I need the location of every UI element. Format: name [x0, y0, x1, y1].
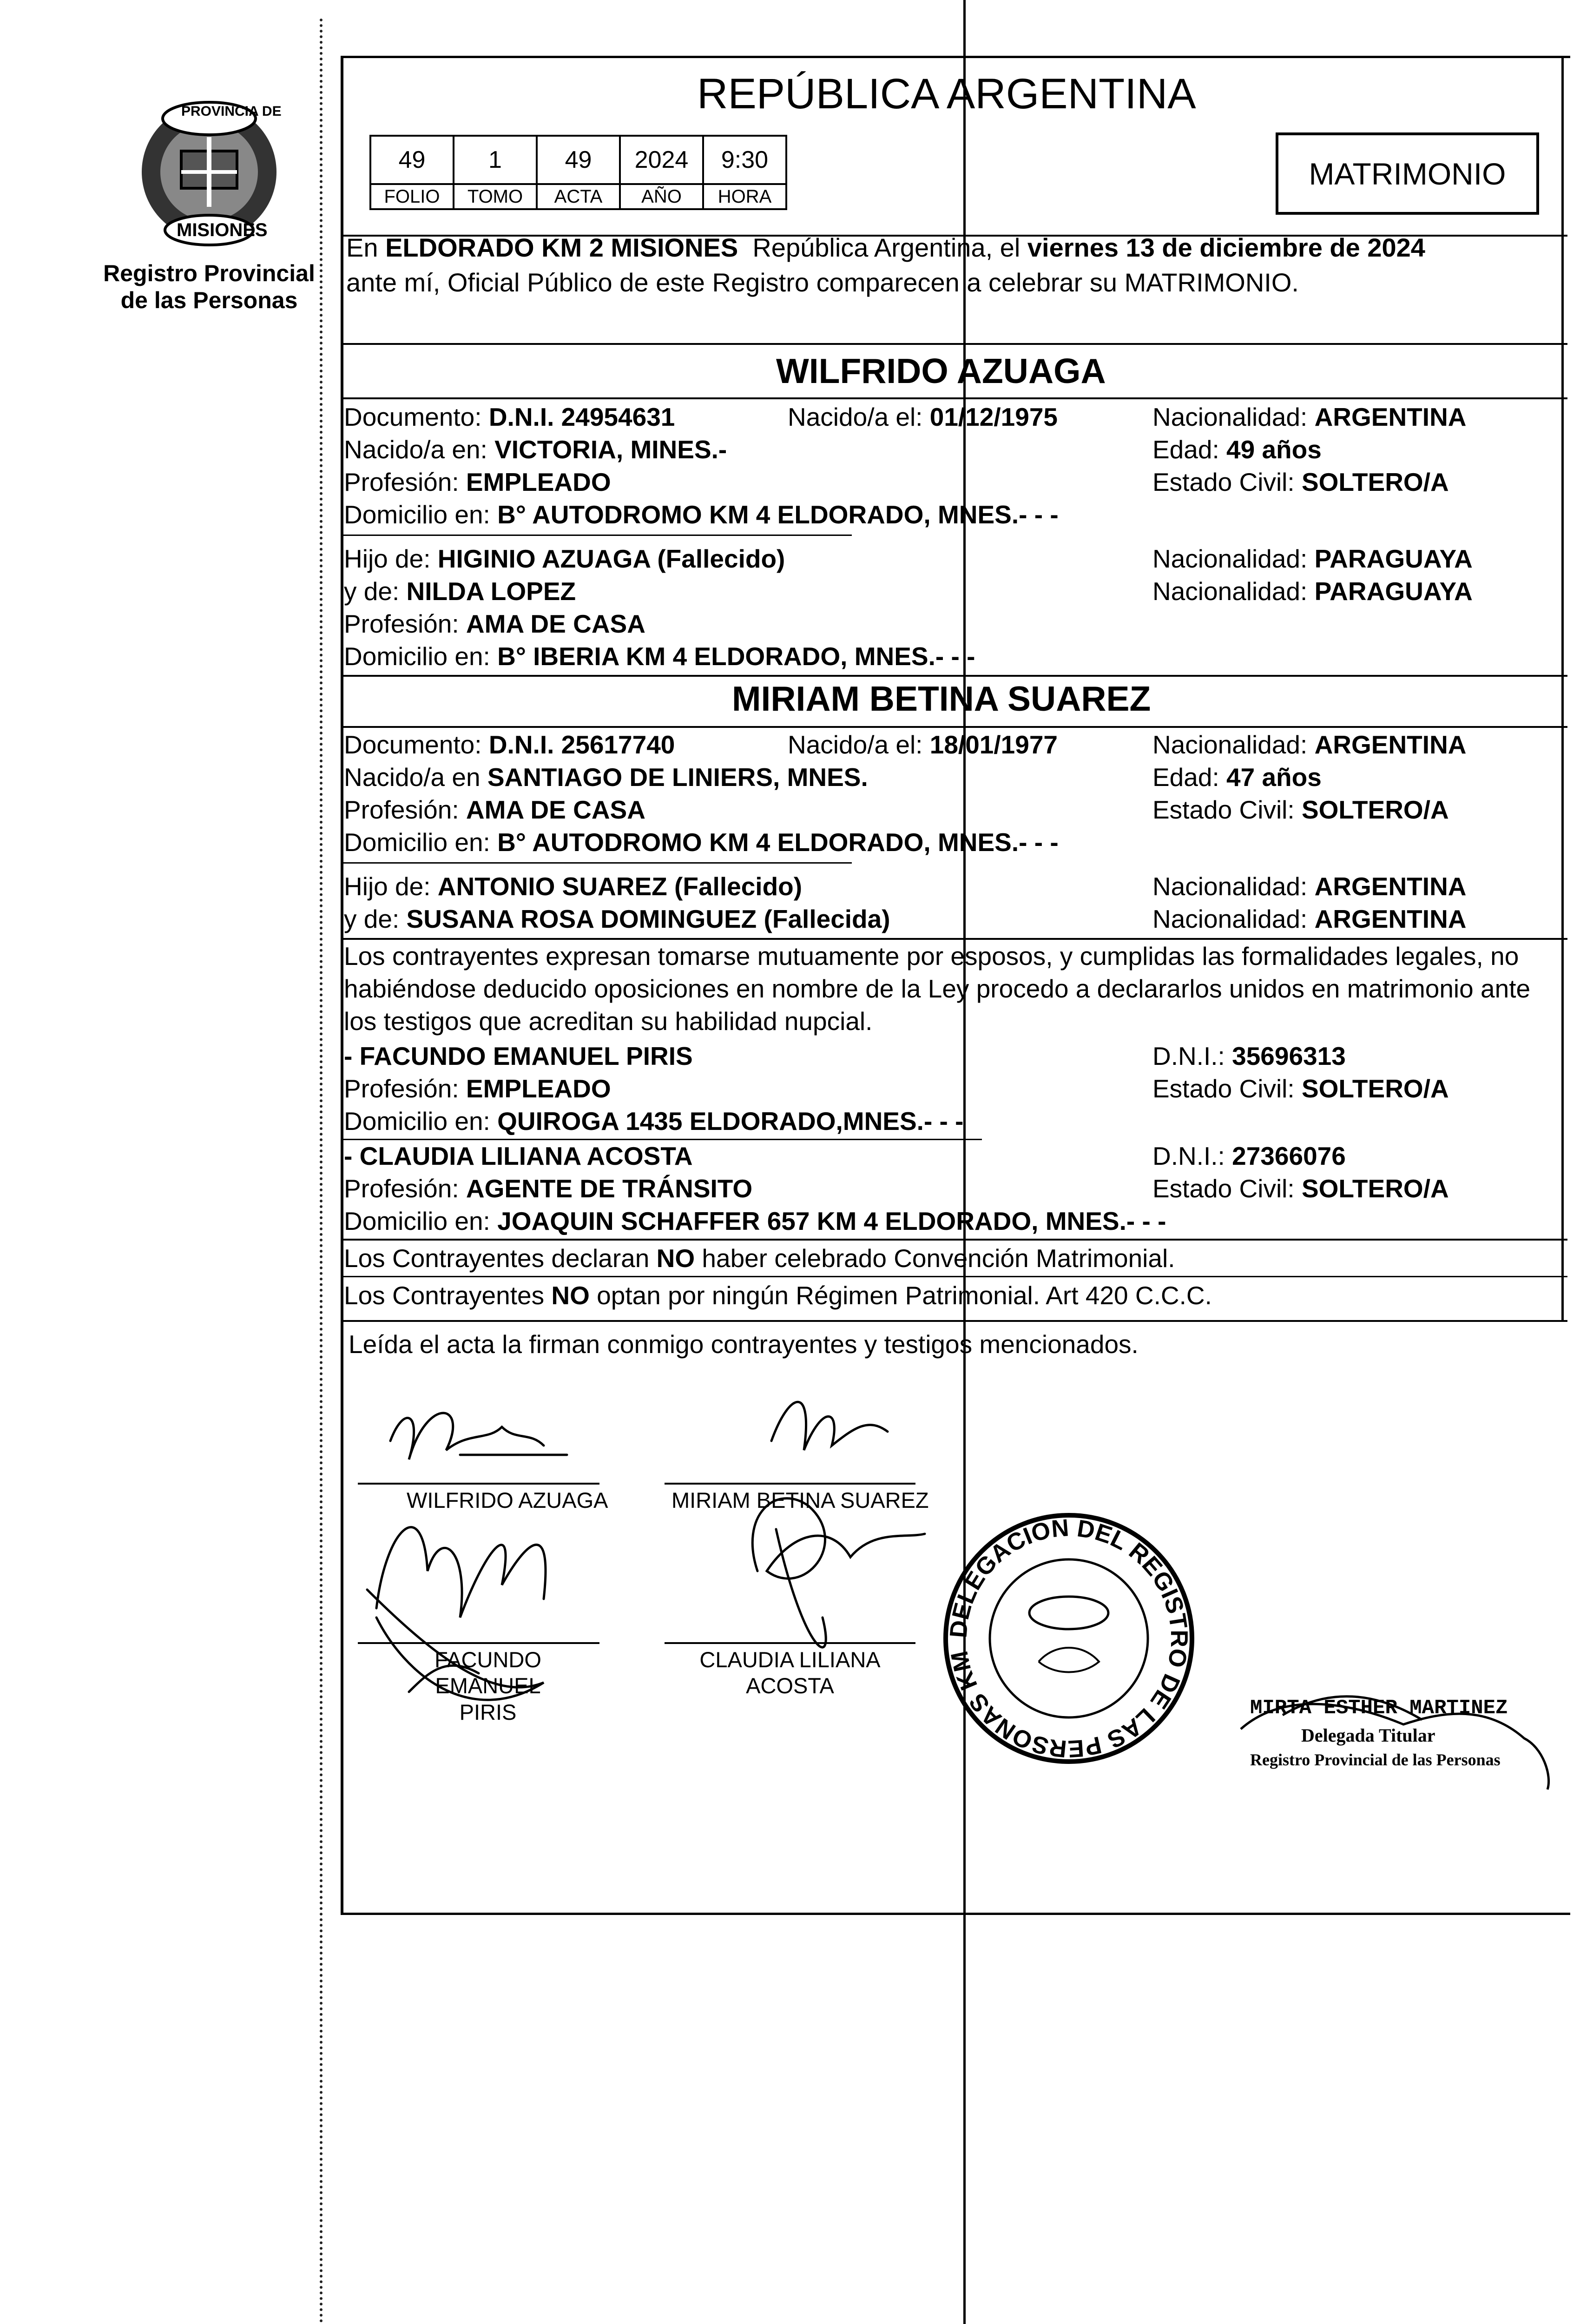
bride-dni: D.N.I. 25617740: [488, 730, 675, 759]
label: Edad:: [1152, 435, 1219, 464]
bride-civil: SOLTERO/A: [1301, 795, 1449, 824]
intro-line2: ante mí, Oficial Público de este Registro comparecen a celebrar su MATRIMONIO.: [346, 268, 1299, 297]
groom-birthplace-value: VICTORIA, MINES.-: [494, 435, 727, 464]
groom-father-name: HIGINIO AZUAGA (Fallecido): [437, 544, 785, 573]
intro-prefix: En: [346, 233, 386, 262]
groom-name: WILFRIDO AZUAGA: [776, 351, 1106, 390]
bride-document: [344, 730, 675, 759]
label: Nacionalidad:: [1152, 872, 1308, 901]
label: Domicilio en:: [344, 1107, 490, 1136]
label: Nacionalidad:: [1152, 730, 1308, 759]
official-role: Delegada Titular: [1301, 1725, 1435, 1746]
witness1-civil-status: [1152, 1074, 1449, 1103]
groom-father: [344, 544, 785, 574]
groom-signature-label: WILFRIDO AZUAGA: [407, 1488, 608, 1512]
groom-document: [344, 402, 675, 432]
groom-father-nationality: [1152, 544, 1473, 574]
divider: [341, 726, 1567, 728]
witness2-address: [344, 1206, 1166, 1236]
label: Hijo de:: [344, 544, 431, 573]
bride-birthplace-value: SANTIAGO DE LINIERS, MNES.: [487, 763, 868, 792]
seal-caption-line2: de las Personas: [120, 287, 298, 313]
divider: [341, 862, 852, 864]
record-type-box: [1276, 132, 1539, 215]
divider: [341, 1276, 1567, 1277]
label: Profesión:: [344, 1074, 459, 1103]
record-type: MATRIMONIO: [1309, 156, 1506, 191]
groom-parents-prof: AMA DE CASA: [466, 609, 645, 638]
bride-mother-name: SUSANA ROSA DOMINGUEZ (Fallecida): [406, 905, 890, 933]
groom-addr: B° AUTODROMO KM 4 ELDORADO, MNES.- - -: [497, 500, 1059, 529]
registry-table: [369, 135, 787, 210]
groom-parents-addr: B° IBERIA KM 4 ELDORADO, MNES.- - -: [497, 642, 975, 671]
groom-dni: D.N.I. 24954631: [488, 403, 675, 431]
witness1-addr: QUIROGA 1435 ELDORADO,MNES.- - -: [497, 1107, 964, 1136]
closing-text: Leída el acta la firman conmigo contrayentes y testigos mencionados.: [349, 1330, 1139, 1359]
bride-father: [344, 872, 802, 901]
stamp-ring-text: DELEGACION DEL REGISTRO DE LAS PERSONAS KM: [945, 1514, 1193, 1763]
regime2-no: NO: [551, 1281, 590, 1310]
label: y de:: [344, 577, 400, 606]
intro-date: viernes 13 de diciembre de 2024: [1027, 233, 1425, 262]
official-office: Registro Provincial de las Personas: [1250, 1750, 1501, 1769]
bride-age: [1152, 762, 1322, 792]
witness1-signature-label: [390, 1647, 586, 1725]
divider: [341, 1239, 1567, 1241]
label: Nacido/a en: [344, 763, 481, 792]
bride-born: 18/01/1977: [929, 730, 1058, 759]
label: Nacionalidad:: [1152, 905, 1308, 933]
label: D.N.I.:: [1152, 1142, 1225, 1170]
witness2-civil: SOLTERO/A: [1301, 1174, 1449, 1203]
groom-civil: SOLTERO/A: [1301, 468, 1449, 496]
bride-age-value: 47 años: [1226, 763, 1322, 792]
witness2-dni-value: 27366076: [1232, 1142, 1346, 1170]
groom-birthplace: [344, 435, 727, 464]
acta-label: ACTA: [537, 184, 620, 209]
regime-line2: [344, 1281, 1212, 1310]
label: Edad:: [1152, 763, 1219, 792]
label: Nacido/a el:: [788, 403, 923, 431]
label: Domicilio en:: [344, 500, 490, 529]
bride-father-nationality: [1152, 872, 1467, 901]
bride-signature-label: MIRIAM BETINA SUAREZ: [672, 1488, 929, 1512]
label: Nacido/a el:: [788, 730, 923, 759]
hora-label: HORA: [703, 184, 786, 209]
witness2-civil-status: [1152, 1174, 1449, 1203]
bride-prof: AMA DE CASA: [466, 795, 645, 824]
label: Estado Civil:: [1152, 468, 1295, 496]
groom-mother: [344, 576, 576, 606]
label: Hijo de:: [344, 872, 431, 901]
witness1-prof: EMPLEADO: [466, 1074, 611, 1103]
groom-born: 01/12/1975: [929, 403, 1058, 431]
label: Profesión:: [344, 468, 459, 496]
intro-place: ELDORADO KM 2 MISIONES: [385, 233, 738, 262]
divider: [341, 397, 1567, 399]
groom-birthdate: [788, 402, 1058, 432]
bride-addr: B° AUTODROMO KM 4 ELDORADO, MNES.- - -: [497, 828, 1059, 857]
tomo-label: TOMO: [454, 184, 537, 209]
declaration-line2: habiéndose deducido oposiciones en nombre de la Ley procedo a declararlos unidos en matrimonio ante: [344, 974, 1531, 1003]
divider: [341, 343, 1567, 345]
divider: [341, 535, 852, 536]
provincial-seal-logo: [125, 91, 293, 258]
witness1-profession: [344, 1074, 611, 1103]
label: Estado Civil:: [1152, 1174, 1295, 1203]
regime1-pre: Los Contrayentes declaran: [344, 1244, 657, 1273]
witness2-sig-line2: ACOSTA: [746, 1673, 834, 1698]
witness2-profession: [344, 1174, 752, 1203]
bride-birthplace: [344, 762, 868, 792]
regime-line1: [344, 1243, 1175, 1273]
witness2-prof: AGENTE DE TRÁNSITO: [466, 1174, 753, 1203]
tomo-value: 1: [454, 136, 537, 184]
groom-mother-name: NILDA LOPEZ: [406, 577, 576, 606]
label: D.N.I.:: [1152, 1042, 1225, 1070]
divider: [341, 1320, 1567, 1322]
groom-age-value: 49 años: [1226, 435, 1322, 464]
label: Domicilio en:: [344, 1207, 490, 1235]
witness2-sig-line1: CLAUDIA LILIANA: [699, 1647, 881, 1672]
folio-label: FOLIO: [370, 184, 454, 209]
regime1-no: NO: [656, 1244, 695, 1273]
label: Documento:: [344, 730, 482, 759]
divider: [341, 675, 1567, 677]
declaration-line3: los testigos que acreditan su habilidad nupcial.: [344, 1007, 873, 1036]
witness2-dni: [1152, 1141, 1346, 1171]
official-name: MIRTA ESTHER MARTINEZ: [1250, 1697, 1508, 1720]
groom-father-nat: PARAGUAYA: [1314, 544, 1473, 573]
witness2-signature-label: [692, 1647, 888, 1699]
groom-profession: [344, 467, 611, 497]
label: Domicilio en:: [344, 642, 490, 671]
bride-profession: [344, 795, 645, 825]
witness1-address: [344, 1106, 963, 1136]
bride-mother-nat: ARGENTINA: [1314, 905, 1467, 933]
label: Nacionalidad:: [1152, 544, 1308, 573]
acta-value: 49: [537, 136, 620, 184]
divider: [341, 1139, 982, 1140]
seal-caption: [93, 260, 325, 314]
groom-civil-status: [1152, 467, 1449, 497]
label: Estado Civil:: [1152, 795, 1295, 824]
label: Nacionalidad:: [1152, 403, 1308, 431]
document-title: REPÚBLICA ARGENTINA: [697, 70, 1196, 118]
witness1-sig-line2: PIRIS: [459, 1699, 517, 1724]
groom-parents-profession: [344, 609, 645, 639]
bride-nat: ARGENTINA: [1314, 730, 1467, 759]
declaration-line1: Los contrayentes expresan tomarse mutuamente por esposos, y cumplidas las formalidades legales, no: [344, 942, 1519, 971]
witness1-sig-line1: FACUNDO EMANUEL: [434, 1647, 541, 1698]
label: Nacido/a en:: [344, 435, 487, 464]
intro-country: República Argentina, el: [738, 233, 1027, 262]
divider: [341, 938, 1567, 940]
label: Nacionalidad:: [1152, 577, 1308, 606]
anio-value: 2024: [620, 136, 703, 184]
bride-address: [344, 827, 1059, 857]
label: Profesión:: [344, 1174, 459, 1203]
witness2-name: - CLAUDIA LILIANA ACOSTA: [344, 1142, 693, 1170]
bride-mother: [344, 904, 890, 934]
witness1-dni: [1152, 1041, 1346, 1071]
official-stamp: [939, 1508, 1199, 1769]
seal-caption-line1: Registro Provincial: [103, 260, 315, 286]
folio-value: 49: [370, 136, 454, 184]
bride-birthdate: [788, 730, 1058, 759]
witness1-dni-value: 35696313: [1232, 1042, 1346, 1070]
label: Documento:: [344, 403, 482, 431]
groom-nat: ARGENTINA: [1314, 403, 1467, 431]
record-frame-right-edge: [1561, 56, 1564, 1320]
groom-mother-nat: PARAGUAYA: [1314, 577, 1473, 606]
regime1-post: haber celebrado Convención Matrimonial.: [695, 1244, 1175, 1273]
intro-line1: [346, 232, 1425, 263]
hora-value: 9:30: [703, 136, 786, 184]
label: Profesión:: [344, 795, 459, 824]
label: Domicilio en:: [344, 828, 490, 857]
fold-line: [963, 0, 966, 2324]
bride-name: MIRIAM BETINA SUAREZ: [732, 679, 1151, 718]
bride-father-nat: ARGENTINA: [1314, 872, 1467, 901]
witness1-civil: SOLTERO/A: [1301, 1074, 1449, 1103]
groom-nationality: [1152, 402, 1467, 432]
bride-mother-nationality: [1152, 904, 1467, 934]
groom-prof: EMPLEADO: [466, 468, 611, 496]
bride-nationality: [1152, 730, 1467, 759]
bride-civil-status: [1152, 795, 1449, 825]
groom-mother-nationality: [1152, 576, 1473, 606]
seal-ring-bottom: MISIONES: [177, 220, 268, 240]
label: Profesión:: [344, 609, 459, 638]
bride-father-name: ANTONIO SUAREZ (Fallecido): [437, 872, 803, 901]
regime2-pre: Los Contrayentes: [344, 1281, 552, 1310]
groom-parents-address: [344, 641, 975, 671]
seal-ring-top: PROVINCIA DE: [181, 104, 282, 119]
witness2-addr: JOAQUIN SCHAFFER 657 KM 4 ELDORADO, MNES.- - -: [497, 1207, 1166, 1235]
witness1-name: - FACUNDO EMANUEL PIRIS: [344, 1042, 693, 1070]
anio-label: AÑO: [620, 184, 703, 209]
label: Estado Civil:: [1152, 1074, 1295, 1103]
groom-address: [344, 500, 1059, 529]
groom-age: [1152, 435, 1322, 464]
label: y de:: [344, 905, 400, 933]
regime2-post: optan por ningún Régimen Patrimonial. Art 420 C.C.C.: [589, 1281, 1212, 1310]
perforation-dots: [320, 19, 323, 2324]
